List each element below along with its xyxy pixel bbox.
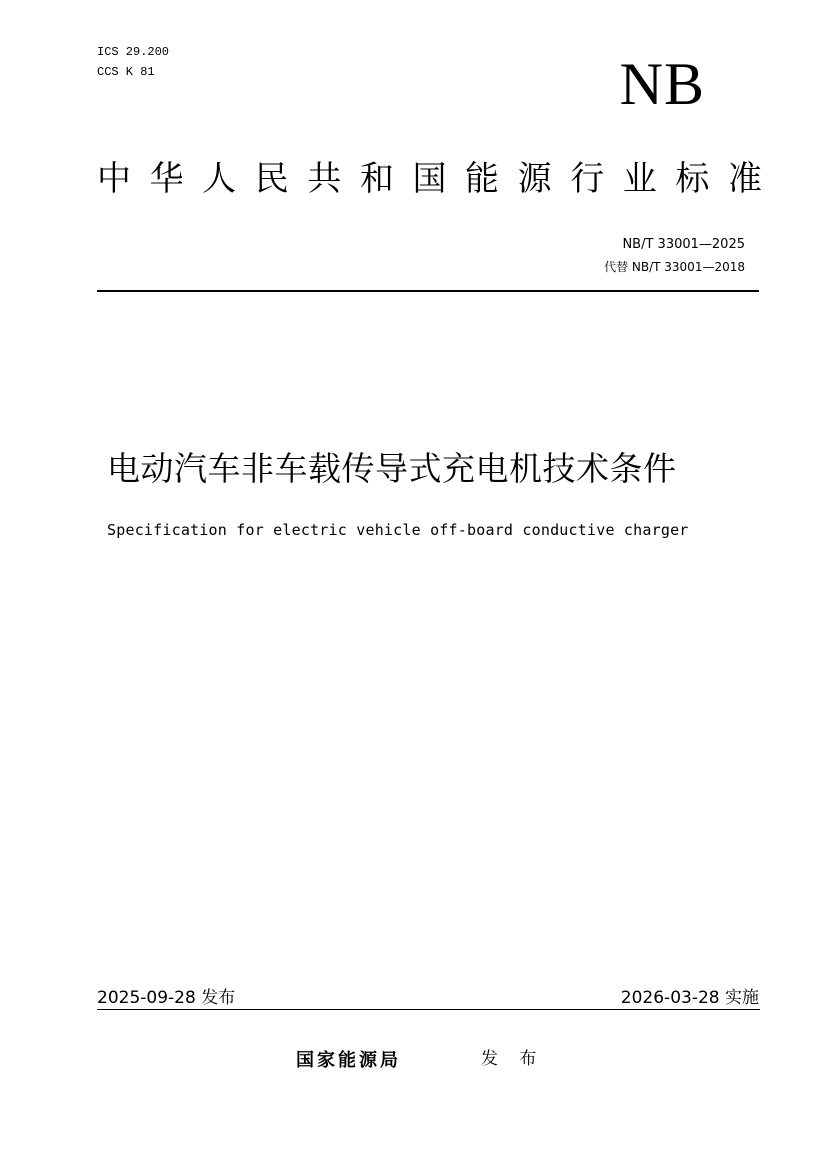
effective-date: 2026-03-28 实施 bbox=[620, 988, 759, 1008]
publish-label: 发 布 bbox=[481, 1049, 545, 1069]
classification-codes bbox=[97, 42, 169, 82]
standard-type-char: 能 bbox=[465, 159, 500, 199]
standard-type-char: 华 bbox=[149, 159, 184, 199]
footer-divider bbox=[97, 1009, 760, 1010]
standard-type-char: 共 bbox=[307, 159, 342, 199]
standard-type-char: 国 bbox=[412, 159, 447, 199]
nb-logo: NB bbox=[619, 51, 705, 117]
ics-code: ICS 29.200 bbox=[97, 45, 170, 59]
replaces-number: 代替 NB/T 33001—2018 bbox=[604, 260, 745, 274]
standard-type-char: 人 bbox=[202, 159, 237, 199]
standard-type-char: 中 bbox=[97, 159, 131, 199]
standard-type-char: 民 bbox=[254, 159, 289, 199]
standard-type-char: 业 bbox=[622, 159, 657, 199]
standard-type-char: 和 bbox=[359, 159, 394, 199]
document-title-english: Specification for electric vehicle off-board conductive charger bbox=[107, 521, 689, 539]
standard-type-char: 准 bbox=[727, 159, 762, 199]
standard-type-title bbox=[97, 156, 762, 202]
standard-type-char: 标 bbox=[675, 159, 710, 199]
standard-type-char: 源 bbox=[517, 159, 552, 199]
header-divider bbox=[97, 290, 759, 292]
document-title-chinese: 电动汽车非车载传导式充电机技术条件 bbox=[107, 449, 677, 488]
issue-date: 2025-09-28 发布 bbox=[97, 988, 236, 1008]
ccs-code: CCS K 81 bbox=[97, 65, 155, 79]
standard-numbers bbox=[604, 234, 745, 278]
standard-number: NB/T 33001—2025 bbox=[622, 237, 745, 252]
standard-type-char: 行 bbox=[570, 159, 605, 199]
publisher-name: 国家能源局 bbox=[296, 1050, 401, 1071]
